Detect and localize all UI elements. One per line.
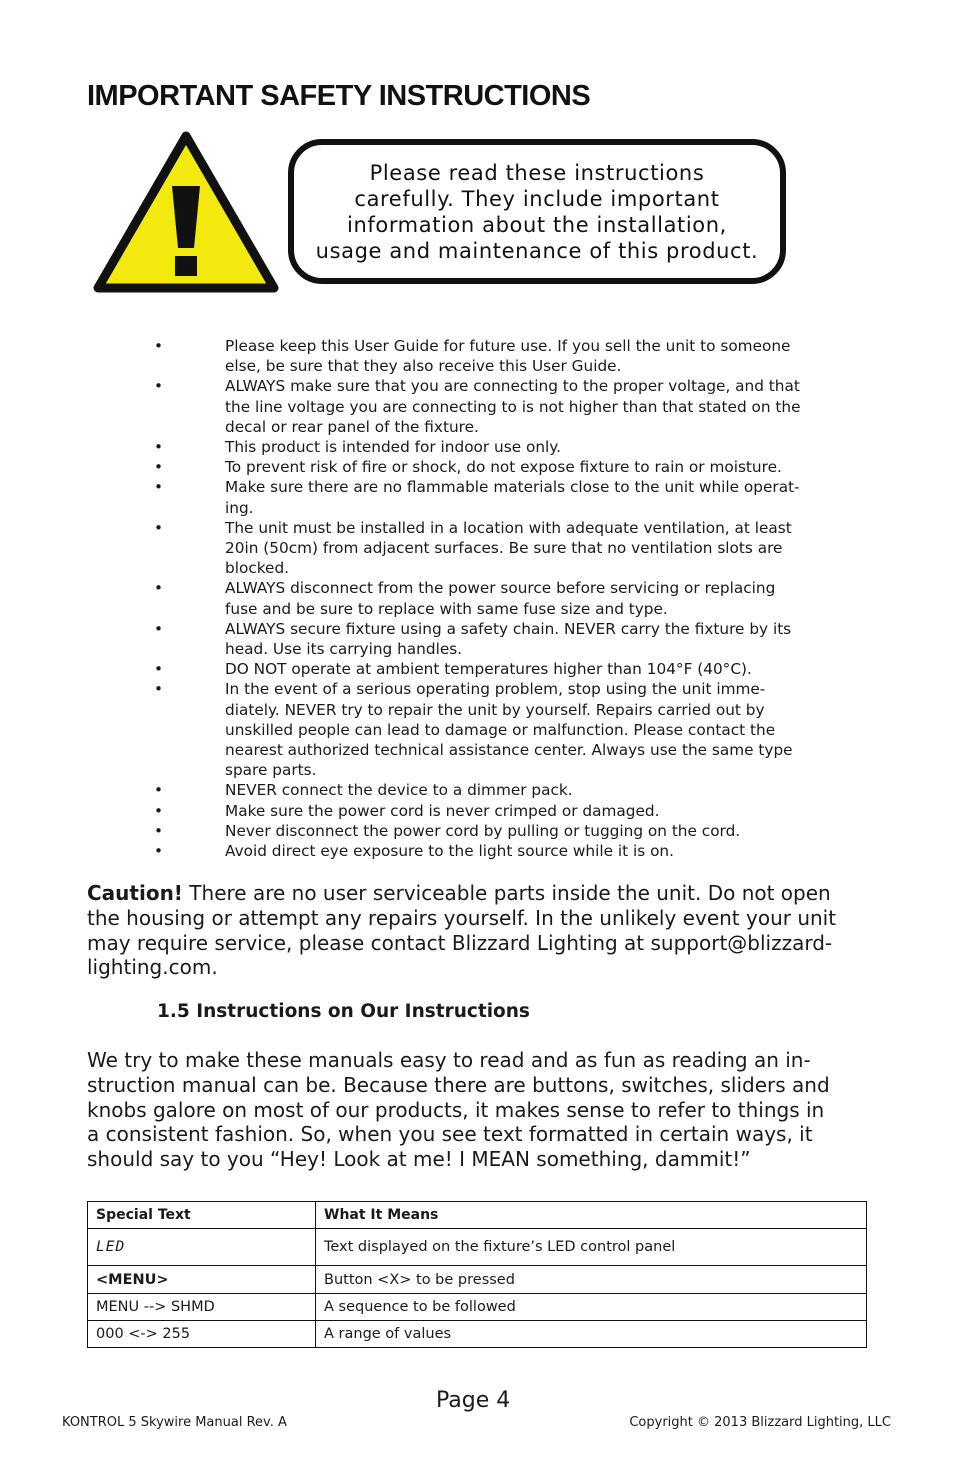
list-item (150, 659, 870, 679)
table-row (88, 1229, 867, 1266)
bullet-line: ALWAYS make sure that you are connecting to the proper voltage, and that (225, 377, 800, 396)
table-cell: Text displayed on the fixture’s LED control panel (316, 1229, 867, 1266)
table-cell: Button <X> to be pressed (316, 1266, 867, 1294)
intro-line: struction manual can be. Because there are buttons, switches, sliders and (87, 1072, 830, 1097)
table-header-row (88, 1202, 867, 1229)
table-header-special-text: Special Text (88, 1202, 316, 1229)
bullet-dot: • (154, 458, 164, 477)
table-cell: MENU --> SHMD (88, 1294, 316, 1321)
bullet-line: blocked. (225, 559, 290, 578)
bullet-line: decal or rear panel of the fixture. (225, 417, 479, 436)
bullet-dot: • (154, 680, 164, 699)
bullet-dot: • (154, 518, 164, 537)
table-header-meaning: What It Means (316, 1202, 867, 1229)
table-row (88, 1321, 867, 1348)
bullet-line: The unit must be installed in a location with adequate ventilation, at least (225, 518, 792, 537)
callout-line: Please read these instructions (369, 160, 705, 185)
bullet-line: To prevent risk of fire or shock, do not expose fixture to rain or moisture. (225, 458, 782, 477)
bullet-line: diately. NEVER try to repair the unit by yourself. Repairs carried out by (225, 700, 765, 719)
bullet-line: nearest authorized technical assistance center. Always use the same type (225, 741, 793, 760)
bullet-line: else, be sure that they also receive this User Guide. (225, 357, 622, 376)
list-item (150, 457, 870, 477)
caution-line: the housing or attempt any repairs yourself. In the unlikely event your unit (87, 905, 837, 930)
bullet-dot: • (154, 619, 164, 638)
bullet-line: ALWAYS disconnect from the power source before servicing or replacing (225, 579, 776, 598)
page-number: Page 4 (436, 1388, 511, 1413)
intro-line: a consistent fashion. So, when you see text formatted in certain ways, it (87, 1122, 813, 1147)
list-item (150, 821, 870, 841)
bullet-dot: • (154, 438, 164, 457)
list-item (150, 336, 870, 376)
warning-triangle-icon (92, 128, 280, 296)
bullet-dot: • (154, 377, 164, 396)
bullet-line: ing. (225, 498, 254, 517)
bullet-line: fuse and be sure to replace with same fuse size and type. (225, 599, 668, 618)
special-text-table (87, 1201, 867, 1348)
bullet-line: spare parts. (225, 761, 317, 780)
bullet-line: 20in (50cm) from adjacent surfaces. Be sure that no ventilation slots are (225, 539, 783, 558)
bullet-dot: • (154, 337, 164, 355)
callout-line: usage and maintenance of this product. (315, 238, 759, 263)
list-item (150, 437, 870, 457)
list-item (150, 477, 870, 517)
callout-line: information about the installation, (347, 212, 727, 237)
safety-bullet-list (150, 336, 870, 861)
list-item (150, 679, 870, 780)
list-item (150, 376, 870, 437)
bullet-line: Make sure the power cord is never crimped or damaged. (225, 801, 660, 820)
caution-label: Caution! (87, 881, 183, 905)
bullet-line: In the event of a serious operating problem, stop using the unit imme- (225, 680, 766, 699)
table-row (88, 1294, 867, 1321)
bullet-line: Make sure there are no flammable materials close to the unit while operat- (225, 478, 800, 497)
list-item (150, 518, 870, 579)
bullet-line: Avoid direct eye exposure to the light source while it is on. (225, 842, 674, 861)
callout-line: carefully. They include important (354, 186, 720, 211)
bullet-line: Never disconnect the power cord by pulling or tugging on the cord. (225, 821, 741, 840)
bullet-dot: • (154, 579, 164, 598)
footer-copyright: Copyright © 2013 Blizzard Lighting, LLC (629, 1415, 891, 1430)
intro-line: should say to you “Hey! Look at me! I MEAN something, dammit!” (87, 1147, 751, 1172)
bullet-line: head. Use its carrying handles. (225, 640, 463, 659)
bullet-dot: • (154, 478, 164, 497)
list-item (150, 780, 870, 800)
bullet-dot: • (154, 821, 164, 840)
bullet-line: ALWAYS secure fixture using a safety chain. NEVER carry the fixture by its (225, 619, 792, 638)
list-item (150, 578, 870, 618)
section-heading: 1.5 Instructions on Our Instructions (157, 1001, 530, 1022)
bullet-line: Please keep this User Guide for future use. If you sell the unit to someone (225, 337, 791, 355)
bullet-line: This product is intended for indoor use only. (225, 438, 562, 457)
instructions-callout (288, 139, 786, 284)
intro-line: knobs galore on most of our products, it makes sense to refer to things in (87, 1097, 825, 1122)
list-item (150, 841, 870, 861)
caution-paragraph (87, 881, 877, 980)
bullet-dot: • (154, 801, 164, 820)
page-title: IMPORTANT SAFETY INSTRUCTIONS (87, 80, 591, 112)
list-item (150, 801, 870, 821)
bullet-dot: • (154, 781, 164, 800)
footer-manual-title: KONTROL 5 Skywire Manual Rev. A (62, 1415, 287, 1430)
bullet-dot: • (154, 842, 164, 861)
caution-line: There are no user serviceable parts inside the unit. Do not open (182, 881, 831, 905)
table-row (88, 1266, 867, 1294)
list-item (150, 619, 870, 659)
table-cell-led: LED (88, 1229, 316, 1266)
bullet-line: unskilled people can lead to damage or malfunction. Please contact the (225, 720, 776, 739)
caution-line: lighting.com. (87, 955, 218, 980)
table-cell-menu: <MENU> (88, 1266, 316, 1294)
intro-line: We try to make these manuals easy to read and as fun as reading an in- (87, 1048, 811, 1072)
bullet-dot: • (154, 660, 164, 679)
table-cell: 000 <-> 255 (88, 1321, 316, 1348)
callout-text (316, 160, 759, 264)
bullet-line: NEVER connect the device to a dimmer pack. (225, 781, 573, 800)
table-cell: A range of values (316, 1321, 867, 1348)
caution-line: may require service, please contact Blizzard Lighting at support@blizzard- (87, 930, 833, 955)
table-cell: A sequence to be followed (316, 1294, 867, 1321)
intro-paragraph (87, 1048, 877, 1172)
bullet-line: DO NOT operate at ambient temperatures higher than 104°F (40°C). (225, 660, 752, 679)
bullet-line: the line voltage you are connecting to is not higher than that stated on the (225, 397, 801, 416)
